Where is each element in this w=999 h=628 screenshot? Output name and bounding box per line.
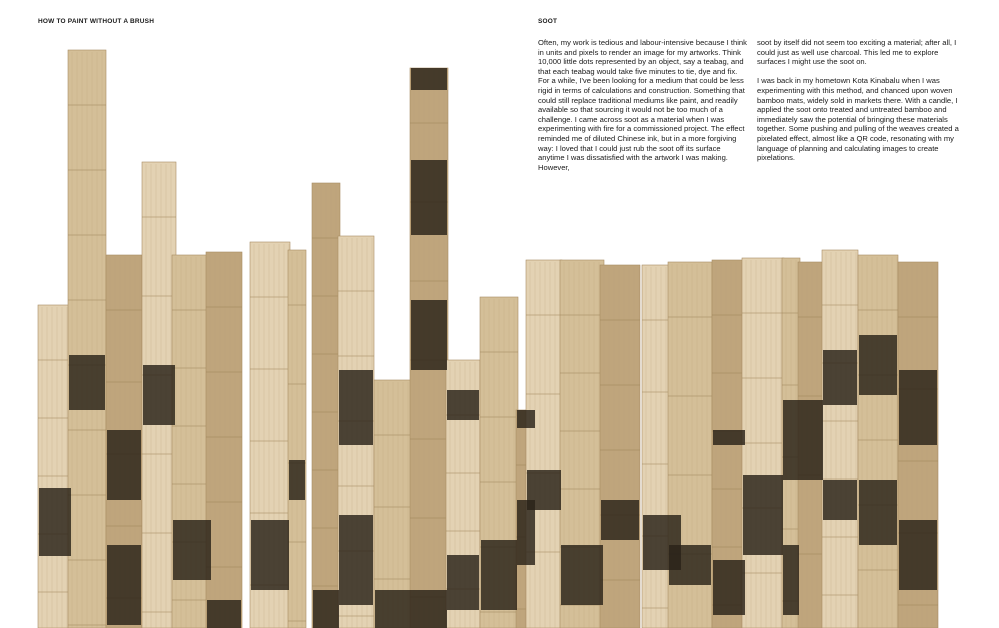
soot-patch: [143, 365, 175, 425]
soot-patch: [799, 400, 823, 480]
soot-patch: [561, 545, 603, 605]
soot-patch: [289, 460, 305, 500]
soot-patch: [823, 350, 857, 405]
soot-patch: [69, 355, 105, 410]
soot-patch: [339, 515, 373, 605]
soot-patch: [859, 480, 897, 545]
soot-patch: [173, 520, 211, 580]
soot-patch: [899, 520, 937, 590]
soot-patch: [669, 545, 711, 585]
soot-patch: [39, 488, 71, 556]
soot-patch: [107, 545, 141, 625]
soot-patch: [447, 390, 479, 420]
soot-patch: [899, 370, 937, 445]
soot-patch: [783, 545, 799, 615]
body-paragraph: I was back in my hometown Kota Kinabalu when I was experimenting with this method, and chanced upon woven bamboo mats, widely sold in markets there. With a candle, I applied the soot onto treated and untreated bamboo and immediately saw the potential of bringing these materials together. Some pushing and pulling of the weaves created a pixelated effect, almost like a QR code, resonating with my language of planning and calculating images to create pixelations.: [757, 76, 959, 163]
soot-patch: [783, 400, 799, 480]
soot-patch: [207, 600, 241, 628]
soot-patch: [251, 520, 289, 590]
soot-patch: [339, 370, 373, 445]
text-column-1: [538, 38, 748, 182]
soot-patch: [411, 160, 447, 235]
running-head-left: HOW TO PAINT WITHOUT A BRUSH: [38, 18, 155, 25]
bamboo-strip: [858, 255, 898, 628]
body-paragraph: soot by itself did not seem too exciting a material; after all, I could just as well use charcoal. This led me to explore surfaces I might use the soot on.: [757, 38, 957, 67]
soot-patch: [411, 300, 447, 370]
bamboo-strip: [38, 305, 72, 628]
soot-patch: [411, 68, 447, 90]
soot-patch: [713, 430, 745, 445]
soot-patch: [713, 560, 745, 615]
body-paragraph: Often, my work is tedious and labour-intensive because I think in units and pixels to render an image for my artworks. Think 10,000 little dots represented by an object, say a teabag, and that each teabag would take five minutes to tie, dye and fix. For a while, I've been looking for a medium that could be less rigid in terms of calculations and construction. Something that could still replace traditional mediums like paint, and readily available so that sourcing it would not be too much of a challenge. I came across soot as a material when I was experimenting with fire for a commissioned project. The effect reminded me of diluted Chinese ink, but in a more forgiving way: I loved that I could just rub the soot off its surface anytime I was dissatisfied with the artwork I was making. However,: [538, 38, 747, 172]
soot-patch: [517, 410, 535, 428]
soot-patch: [313, 590, 339, 628]
bamboo-strip: [68, 50, 106, 628]
bamboo-strip: [742, 258, 784, 628]
soot-patch: [481, 540, 517, 610]
soot-patch: [107, 430, 141, 500]
soot-patch: [447, 555, 479, 610]
bamboo-strip: [312, 183, 340, 628]
soot-patch: [375, 590, 411, 628]
soot-patch: [527, 470, 561, 510]
soot-patch: [601, 500, 639, 540]
soot-patch: [411, 590, 447, 628]
soot-patch: [743, 475, 783, 555]
text-column-2: [757, 38, 967, 172]
bamboo-strip: [206, 252, 242, 628]
bamboo-strip: [526, 260, 562, 628]
bamboo-strip: [288, 250, 306, 628]
soot-patch: [823, 480, 857, 520]
bamboo-strip: [600, 265, 640, 628]
bamboo-strip: [822, 250, 858, 628]
section-title: SOOT: [538, 18, 558, 25]
soot-patch: [859, 335, 897, 395]
